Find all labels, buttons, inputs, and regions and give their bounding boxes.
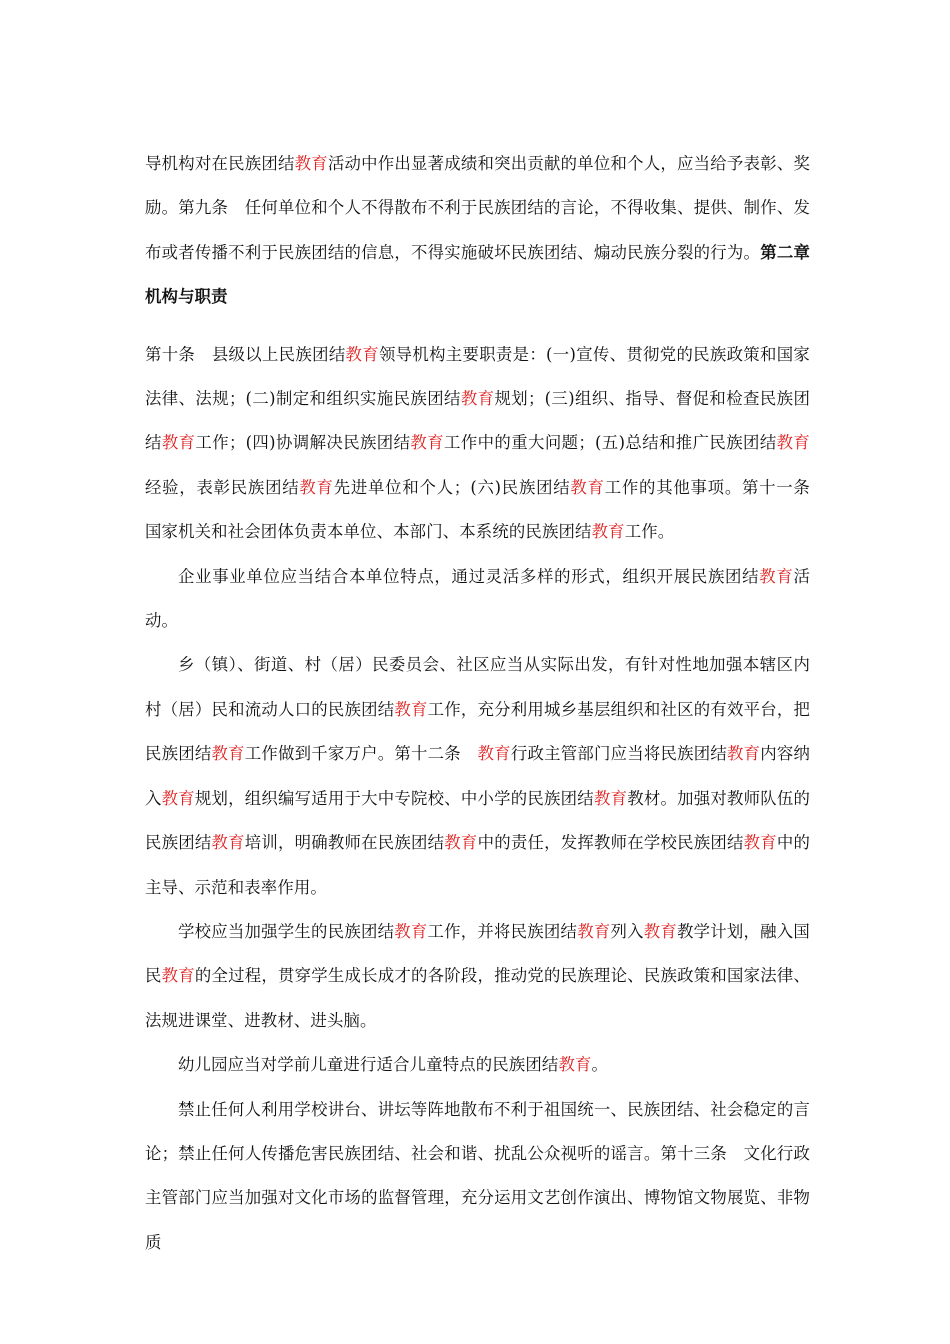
highlighted-keyword: 教育	[591, 522, 625, 542]
highlighted-keyword: 教育	[743, 833, 777, 853]
paragraph-p6	[145, 1043, 810, 1087]
highlighted-keyword: 教育	[776, 433, 810, 453]
text-segment: 列入	[610, 921, 644, 941]
highlighted-keyword: 教育	[643, 921, 677, 941]
text-segment: 教学计划，融入国民	[145, 921, 810, 986]
text-segment: 第十条 县级以上民族团结	[145, 344, 346, 364]
text-segment: 禁止任何人利用学校讲台、讲坛等阵地散布不利于祖国统一、民族团结、社会稳定的言论；禁止任何人传播危害民族团结、社会和谐、扰乱公众视听的谣言。第十三条 文化行政主管部门应当加强对文化市场的监督管理，充分运用文艺创作演出、博物馆文物展览、非物质	[145, 1099, 810, 1252]
paragraph-p1	[145, 142, 827, 320]
chapter-heading: 第二章 机构与职责	[145, 242, 827, 307]
text-segment: 经验，表彰民族团结	[145, 477, 300, 497]
highlighted-keyword: 教育	[410, 433, 445, 453]
paragraph-p7	[145, 1088, 810, 1266]
paragraph-p3	[145, 555, 810, 644]
text-segment: 活动中作出显著成绩和突出贡献的单位和个人，应当给予表彰、奖励。第九条 任何单位和个人不得散布不利于民族团结的言论，不得收集、提供、制作、发布或者传播不利于民族团结的信息，不得实施破坏民族团结、煽动民族分裂的行为。	[145, 154, 810, 262]
text-segment: 领导机构主要职责是：(一)宣传、贯彻党的民族政策和国家法律、法规；(二)制定和组织实施民族团结	[145, 344, 810, 409]
highlighted-keyword: 教育	[211, 744, 245, 764]
highlighted-keyword: 教育	[477, 744, 511, 764]
text-segment: 乡（镇）、街道、村（居）民委员会、社区应当从实际出发，有针对性地加强本辖区内村（居）民和流动人口的民族团结	[145, 655, 810, 719]
text-segment: 幼儿园应当对学前儿童进行适合儿童特点的民族团结	[178, 1055, 559, 1075]
text-segment: 导机构对在民族团结	[145, 154, 295, 173]
highlighted-keyword: 教育	[299, 477, 334, 497]
highlighted-keyword: 教育	[394, 921, 428, 941]
paragraph-p5	[145, 910, 810, 1043]
text-segment: 工作；(四)协调解决民族团结	[195, 433, 411, 453]
highlighted-keyword: 教育	[759, 566, 794, 586]
text-segment: 活动。	[145, 566, 810, 631]
highlighted-keyword: 教育	[460, 389, 495, 409]
text-segment: 工作。	[624, 522, 675, 542]
text-segment: 工作的其他事项。第十一条 国家机关和社会团体负责本单位、本部门、本系统的民族团结	[145, 477, 827, 542]
text-segment: 工作，并将民族团结	[427, 921, 578, 941]
text-segment: 工作，充分利用城乡基层组织和社区的有效平台，把民族团结	[145, 699, 810, 764]
highlighted-keyword: 教育	[558, 1055, 592, 1075]
text-segment: 中的主导、示范和表率作用。	[145, 833, 811, 897]
highlighted-keyword: 教育	[570, 477, 605, 497]
text-segment: 工作做到千家万户。第十二条	[244, 744, 478, 764]
text-segment: 学校应当加强学生的民族团结	[178, 921, 395, 941]
text-segment: 企业事业单位应当结合本单位特点，通过灵活多样的形式，组织开展民族团结	[178, 566, 760, 586]
text-segment: 教材。加强对教师队伍的民族团结	[145, 788, 811, 853]
highlighted-keyword: 教育	[211, 833, 245, 853]
highlighted-keyword: 教育	[726, 744, 761, 764]
highlighted-keyword: 教育	[161, 788, 195, 808]
text-segment: 规划；(三)组织、指导、督促和检查民族团结	[145, 389, 810, 453]
text-segment: 的全过程，贯穿学生成长成才的各阶段，推动党的民族理论、民族政策和国家法律、法规进课堂、进教材、进头脑。	[145, 966, 810, 1030]
text-segment: 内容纳入	[145, 744, 811, 808]
highlighted-keyword: 教育	[161, 966, 195, 986]
highlighted-keyword: 教育	[161, 433, 196, 453]
text-segment: 培训，明确教师在民族团结	[244, 833, 445, 853]
text-segment: 行政主管部门应当将民族团结	[510, 744, 727, 764]
document-body	[145, 142, 827, 1265]
text-segment: 先进单位和个人；(六)民族团结	[333, 477, 571, 497]
paragraph-p4	[145, 643, 810, 909]
highlighted-keyword: 教育	[345, 344, 379, 364]
text-segment: 。	[591, 1055, 609, 1075]
text-segment: 规划，组织编写适用于大中专院校、中小学的民族团结	[194, 788, 594, 808]
highlighted-keyword: 教育	[294, 154, 328, 173]
highlighted-keyword: 教育	[444, 833, 478, 853]
text-segment: 中的责任，发挥教师在学校民族团结	[477, 833, 744, 853]
text-segment: 工作中的重大问题；(五)总结和推广民族团结	[444, 433, 777, 453]
highlighted-keyword: 教育	[394, 699, 428, 719]
highlighted-keyword: 教育	[593, 788, 628, 808]
paragraph-p2	[145, 333, 827, 555]
highlighted-keyword: 教育	[577, 921, 611, 941]
